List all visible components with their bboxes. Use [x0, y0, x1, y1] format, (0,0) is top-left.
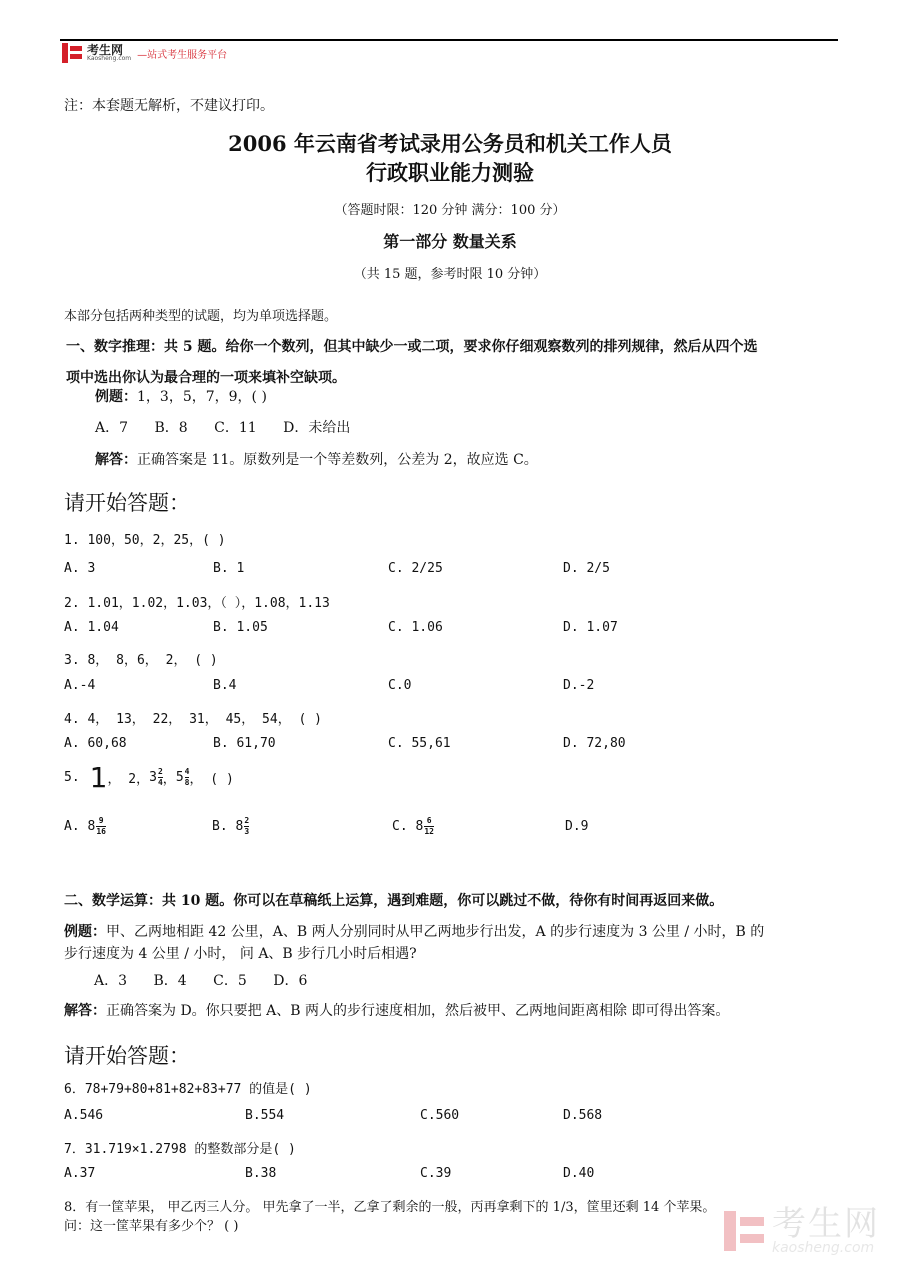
- example-option: D．未给出: [283, 420, 351, 436]
- example-label: 例题：: [64, 924, 106, 940]
- question-3: 3. 8， 8，6， 2， ( ): [64, 653, 218, 668]
- question-8-line1: 8．有一筐苹果， 甲乙丙三人分。 甲先拿了一半，乙拿了剩余的一般，丙再拿剩下的 1/3，筐里还剩 14 个苹果。: [64, 1200, 716, 1215]
- q5-term-3-whole: 3: [149, 769, 157, 785]
- print-note: 注：本套题无解析，不建议打印。: [64, 98, 274, 114]
- section2-answer: [64, 1000, 729, 1020]
- kaosheng-logo-icon: [62, 43, 84, 63]
- q6-option-a: A.546: [64, 1108, 104, 1123]
- page-title: 2006 年云南省考试录用公务员和机关工作人员: [228, 131, 672, 156]
- answer-text: 正确答案为 D。你只要把 A、B 两人的步行速度相加，然后被甲、乙两地间距离相除 即可得出答案。: [106, 1003, 730, 1019]
- logo-slogan: —站式考生服务平台: [137, 49, 228, 61]
- site-logo: [62, 43, 227, 63]
- kaosheng-watermark: [724, 1204, 880, 1256]
- q3-option-d: D.-2: [563, 678, 595, 693]
- section1-answer: [95, 449, 538, 469]
- example-option: A．3: [94, 973, 128, 989]
- exam-info: （答题时限：120 分钟 满分：100 分）: [334, 203, 566, 218]
- q5-term-4-whole: 5: [175, 769, 184, 785]
- q5-option-a: A. 8 $\frac{9}{16}$: [64, 815, 106, 836]
- section1-example: [95, 386, 267, 406]
- q5-option-c: C. 8 $\frac{6}{12}$: [392, 815, 434, 836]
- q3-option-c: C.0: [388, 678, 412, 693]
- q5-term-1: 1: [89, 760, 108, 794]
- q5-number: 5.: [64, 769, 80, 785]
- section2-heading: 二、数学运算：共 10 题。你可以在草稿纸上运算，遇到难题，你可以跳过不做，待你有时间再返回来做。: [64, 893, 724, 909]
- part-info: （共 15 题，参考时限 10 分钟）: [353, 267, 547, 282]
- section1-start-label: 请开始答题：: [64, 491, 190, 515]
- q7-option-a: A.37: [64, 1166, 96, 1181]
- example-text: 甲、乙两地相距 42 公里，A、B 两人分别同时从甲乙两地步行出发，A 的步行速度为 3 公里 / 小时，B 的: [106, 924, 765, 940]
- question-2: 2. 1.01，1.02，1.03，（ ），1.08，1.13: [64, 596, 330, 611]
- q4-option-b: B. 61,70: [213, 736, 276, 751]
- section2-start-label: 请开始答题：: [64, 1044, 190, 1068]
- q6-option-c: C.560: [420, 1108, 460, 1123]
- q4-option-c: C. 55,61: [388, 736, 451, 751]
- logo-cn: 考生网: [87, 43, 124, 57]
- section1-heading-line2: 项中选出你认为最合理的一项来填补空缺项。: [66, 370, 346, 386]
- q6-option-d: D.568: [563, 1108, 603, 1123]
- section1-example-options: [95, 417, 350, 437]
- q2-option-b: B. 1.05: [213, 620, 268, 635]
- answer-text: 正确答案是 11。原数列是一个等差数列，公差为 2，故应选 C。: [137, 452, 538, 468]
- q5-term-4-fraction: $\frac{4}{8}$: [184, 766, 190, 787]
- answer-label: 解答：: [64, 1003, 106, 1019]
- watermark-cn: 考生网: [772, 1204, 880, 1244]
- part-title: 第一部分 数量关系: [383, 232, 517, 251]
- q2-option-c: C. 1.06: [388, 620, 443, 635]
- q1-option-d: D. 2/5: [563, 561, 610, 576]
- q4-option-a: A. 60,68: [64, 736, 127, 751]
- question-6: 6．78+79+80+81+82+83+77 的值是( ): [64, 1082, 312, 1097]
- part-intro: 本部分包括两种类型的试题，均为单项选择题。: [64, 309, 338, 324]
- q5-blank: ， ( ): [189, 771, 234, 787]
- q7-option-d: D.40: [563, 1166, 595, 1181]
- header-divider: [60, 39, 838, 41]
- q1-option-a: A. 3: [64, 561, 96, 576]
- watermark-logo-icon: [724, 1211, 766, 1251]
- section2-example-options: [94, 970, 307, 990]
- q2-option-a: A. 1.04: [64, 620, 119, 635]
- q3-option-b: B.4: [213, 678, 237, 693]
- example-option: C．5: [213, 973, 247, 989]
- question-8-line2: 问：这一筐苹果有多少个？ ( ): [64, 1219, 239, 1234]
- q7-option-c: C.39: [420, 1166, 452, 1181]
- answer-label: 解答：: [95, 452, 137, 468]
- page-subtitle: 行政职业能力测验: [366, 160, 534, 185]
- q1-option-b: B. 1: [213, 561, 245, 576]
- example-option: D．6: [273, 973, 308, 989]
- section2-example-line2: 步行速度为 4 公里 / 小时， 问 A、B 步行几小时后相遇?: [64, 946, 417, 962]
- q3-option-a: A.-4: [64, 678, 96, 693]
- example-text: 1，3，5，7，9，( ): [137, 389, 267, 405]
- watermark-en: kaosheng.com: [772, 1240, 875, 1256]
- section1-heading-line1: 一、数字推理：共 5 题。给你一个数列，但其中缺少一或二项，要求你仔细观察数列的排列规律，然后从四个选: [66, 339, 758, 355]
- q2-option-d: D. 1.07: [563, 620, 618, 635]
- q6-option-b: B.554: [245, 1108, 285, 1123]
- example-option: C．11: [214, 420, 257, 436]
- example-option: A．7: [95, 420, 129, 436]
- example-option: B．4: [153, 973, 187, 989]
- q5-term-3-fraction: $\frac{2}{4}$: [157, 766, 163, 787]
- question-7: 7．31.719×1.2798 的整数部分是( ): [64, 1142, 296, 1157]
- q4-option-d: D. 72,80: [563, 736, 626, 751]
- q1-option-c: C. 2/25: [388, 561, 443, 576]
- question-5: 5. 1 ， 2， 3 $\frac{2}{4}$ ， 5 $\frac{4}{8}$ ， ( ): [64, 760, 234, 794]
- q5-option-d: D.9: [565, 819, 589, 834]
- example-option: B．8: [154, 420, 188, 436]
- logo-en: Kaosheng.com: [87, 55, 132, 62]
- question-4: 4. 4， 13， 22， 31， 45， 54， ( ): [64, 712, 323, 727]
- example-label: 例题：: [95, 389, 137, 405]
- q5-term-2: ， 2，: [107, 771, 150, 787]
- section2-example-line1: [64, 921, 764, 941]
- q7-option-b: B.38: [245, 1166, 277, 1181]
- q5-option-b: B. 8 $\frac{2}{3}$: [212, 815, 250, 836]
- question-1: 1. 100，50，2，25，( ): [64, 533, 226, 548]
